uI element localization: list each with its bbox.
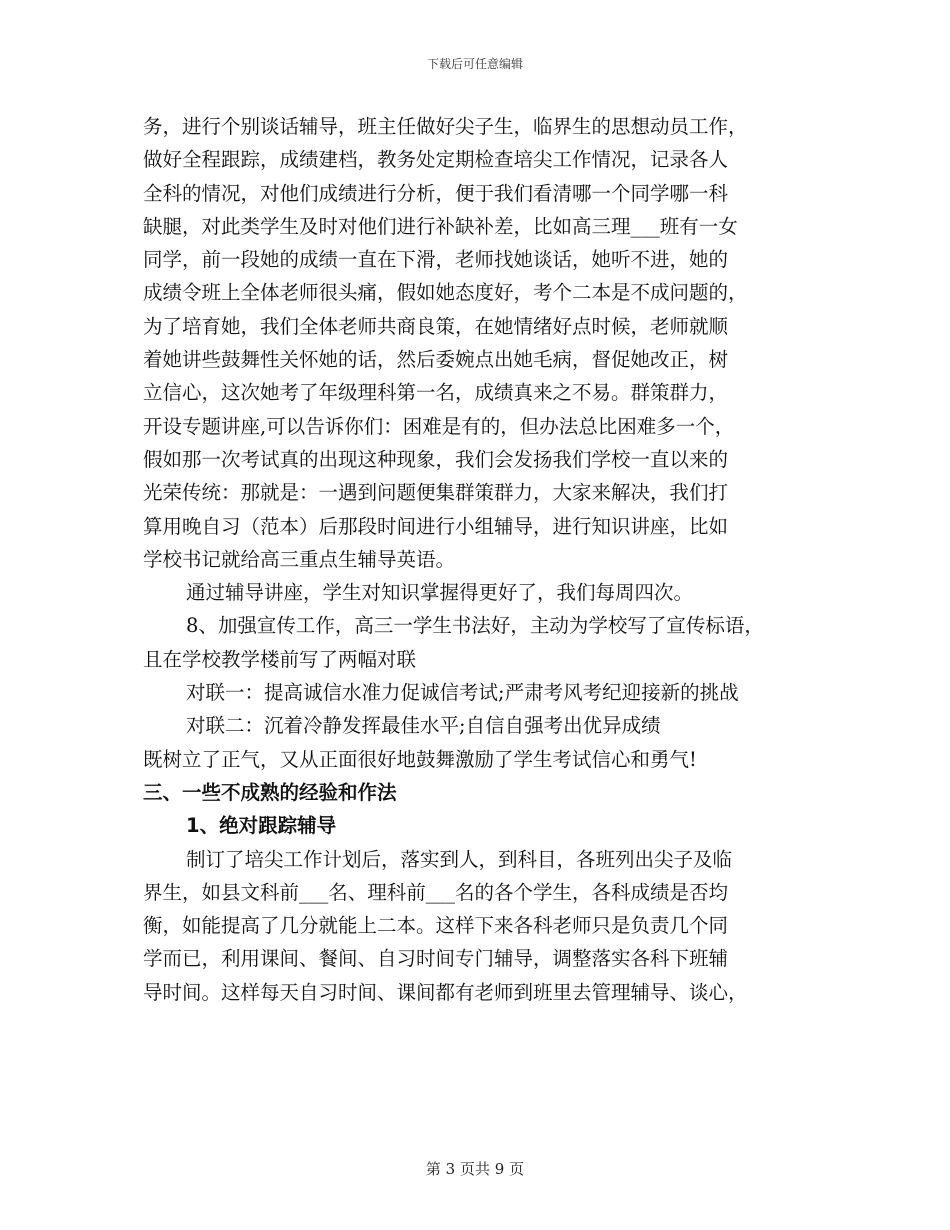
text-line: 着她讲些鼓舞性关怀她的话，然后委婉点出她毛病，督促她改正，树 [143, 348, 729, 372]
text-line: 务，进行个别谈话辅导，班主任做好尖子生，临界生的思想动员工作， [143, 115, 748, 138]
text-line: 做好全程跟踪，成绩建档，教务处定期检查培尖工作情况，记录各人 [143, 148, 729, 172]
page-header: 下载后可任意编辑 [426, 57, 523, 71]
text-line: 为了培育她，我们全体老师共商良策，在她情绪好点时候，老师就顺 [143, 314, 729, 338]
text-line: 同学，前一段她的成绩一直在下滑，老师找她谈话，她听不进，她的 [143, 248, 729, 272]
paragraph-line: 8、加强宣传工作，高三一学生书法好，主动为学校写了宣传标语， [186, 614, 764, 638]
document-body [143, 110, 823, 1009]
paragraph-line: 制订了培尖工作计划后，落实到人，到科目，各班列出尖子及临 [186, 847, 733, 871]
text-line: 且在学校教学楼前写了两幅对联 [143, 647, 417, 671]
text-line: 导时间。这样每天自习时间、课间都有老师到班里去管理辅导、谈心， [143, 980, 748, 1004]
text-line: 成绩令班上全体老师很头痛，假如她态度好，考个二本是不成问题的， [143, 281, 748, 305]
paragraph-line: 通过辅导讲座，学生对知识掌握得更好了，我们每周四次。 [186, 581, 694, 605]
couplet-line-2: 对联二：沉着冷静发挥最佳水平;自信自强考出优异成绩 [186, 714, 661, 738]
text-line: 光荣传统：那就是：一遇到问题便集群策群力，大家来解决，我们打 [143, 481, 729, 505]
text-line: 假如那一次考试真的出现这种现象，我们会发扬我们学校一直以来的 [143, 447, 729, 471]
couplet-line-1: 对联一：提高诚信水准力促诚信考试;严肃考风考纪迎接新的挑战 [186, 681, 739, 705]
section-heading: 三、一些不成熟的经验和作法 [143, 780, 397, 804]
text-line: 学校书记就给高三重点生辅导英语。 [143, 547, 456, 571]
text-line: 既树立了正气，又从正面很好地鼓舞激励了学生考试信心和勇气! [143, 747, 697, 771]
text-line: 开设专题讲座,可以告诉你们：困难是有的，但办法总比困难多一个， [143, 414, 735, 438]
text-line: 界生，如县文科前___名、理科前___名的各个学生，各科成绩是否均 [143, 880, 729, 904]
text-line: 全科的情况，对他们成绩进行分析，便于我们看清哪一个同学哪一科 [143, 181, 729, 205]
page-footer: 第 3 页共 9 页 [425, 1160, 525, 1178]
text-line: 衡，如能提高了几分就能上二本。这样下来各科老师只是负责几个同 [143, 914, 729, 938]
text-line: 学而已，利用课间、餐间、自习时间专门辅导，调整落实各科下班辅 [143, 947, 729, 971]
text-line: 缺腿，对此类学生及时对他们进行补缺补差，比如高三理___班有一女 [143, 214, 738, 238]
text-line: 立信心，这次她考了年级理科第一名，成绩真来之不易。群策群力， [143, 381, 729, 405]
text-line: 算用晚自习（范本）后那段时间进行小组辅导，进行知识讲座，比如 [143, 514, 729, 538]
subsection-heading: 1、绝对跟踪辅导 [186, 814, 337, 838]
